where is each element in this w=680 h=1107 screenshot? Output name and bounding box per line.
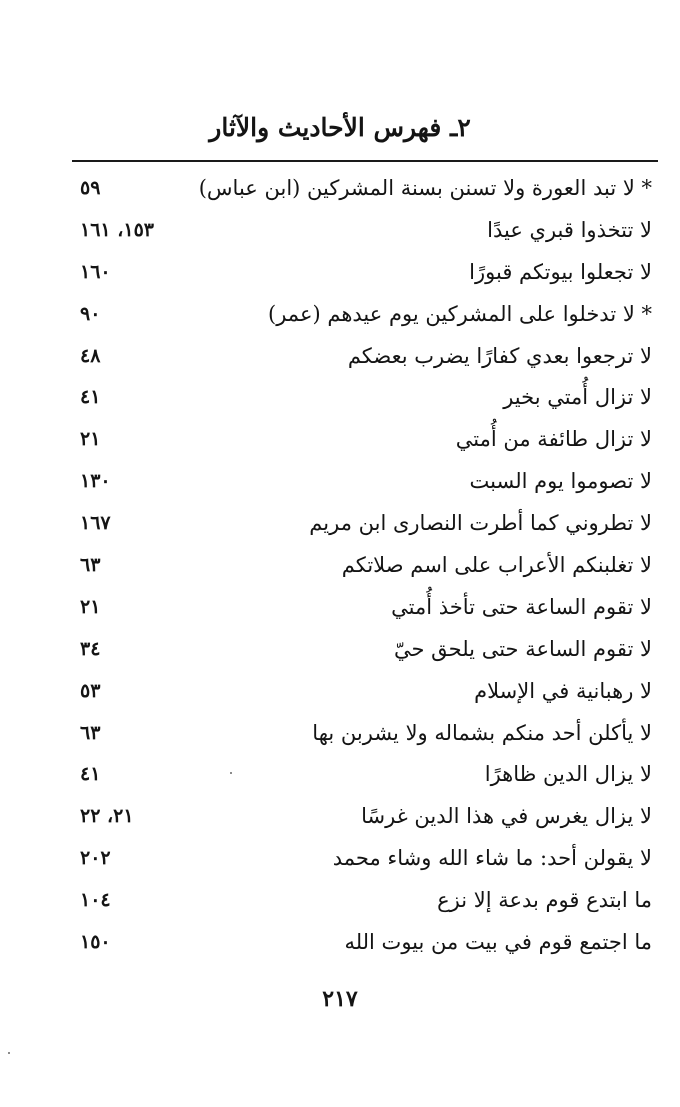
list-item bbox=[72, 753, 658, 795]
list-item bbox=[72, 586, 658, 628]
page-reference: ٦٣ bbox=[80, 721, 101, 744]
hadith-text: لا تصوموا يوم السبت bbox=[469, 469, 652, 494]
hadith-text: * لا تدخلوا على المشركين يوم عيدهم (عمر) bbox=[268, 301, 652, 326]
hadith-text: لا يقولن أحد: ما شاء الله وشاء محمد bbox=[332, 846, 652, 871]
page-reference: ٤١ bbox=[80, 386, 101, 409]
page-reference: ١٣٠ bbox=[80, 470, 111, 493]
hadith-text: ما ابتدع قوم بدعة إلا نزع bbox=[437, 888, 652, 913]
list-item bbox=[72, 712, 658, 754]
list-item bbox=[72, 209, 658, 251]
page-reference: ٢١ bbox=[80, 595, 101, 618]
hadith-text: لا تقوم الساعة حتى يلحق حيّ bbox=[394, 636, 652, 661]
page-number: ٢١٧ bbox=[322, 986, 358, 1012]
list-item bbox=[72, 293, 658, 335]
list-item bbox=[72, 167, 658, 209]
page-reference: ٩٠ bbox=[80, 302, 101, 325]
hadith-text: لا تغلبنكم الأعراب على اسم صلاتكم bbox=[341, 553, 652, 578]
page-reference: ٦٣ bbox=[80, 554, 101, 577]
page-reference: ٥٣ bbox=[80, 679, 101, 702]
list-item bbox=[72, 376, 658, 418]
header-divider bbox=[72, 160, 658, 162]
page-reference: ٣٤ bbox=[80, 637, 101, 660]
hadith-text: لا يزال الدين ظاهرًا bbox=[484, 762, 652, 787]
hadith-text: لا تزال أُمتي بخير bbox=[503, 385, 652, 410]
hadith-text: لا تتخذوا قبري عيدًا bbox=[487, 217, 652, 242]
list-item bbox=[72, 837, 658, 879]
hadith-text: لا تجعلوا بيوتكم قبورًا bbox=[469, 259, 652, 284]
hadith-text: لا تزال طائفة من أُمتي bbox=[455, 427, 652, 452]
hadith-text: لا تقوم الساعة حتى تأخذ أُمتي bbox=[391, 594, 652, 619]
page-reference: ١٠٤ bbox=[80, 889, 111, 912]
list-item bbox=[72, 544, 658, 586]
page-title: ٢ـ فهرس الأحاديث والآثار bbox=[209, 113, 471, 142]
hadith-text: * لا تبد العورة ولا تسنن بسنة المشركين (ابن عباس) bbox=[198, 176, 652, 200]
page-reference: ١٥٠ bbox=[80, 931, 111, 954]
list-item bbox=[72, 335, 658, 377]
list-item bbox=[72, 502, 658, 544]
hadith-text: لا تطروني كما أطرت النصارى ابن مريم bbox=[309, 511, 652, 536]
list-item bbox=[72, 460, 658, 502]
page-reference: ٢٠٢ bbox=[80, 847, 111, 870]
hadith-text: ما اجتمع قوم في بيت من بيوت الله bbox=[344, 930, 652, 955]
page-reference: ١٦٧ bbox=[80, 512, 111, 535]
page-reference: ٤٨ bbox=[80, 344, 101, 367]
list-item bbox=[72, 879, 658, 921]
list-item bbox=[72, 251, 658, 293]
hadith-text: لا يأكلن أحد منكم بشماله ولا يشربن بها bbox=[312, 720, 652, 745]
page-reference: ٢١ bbox=[80, 428, 101, 451]
page-reference: ١٥٣، ١٦١ bbox=[80, 218, 154, 241]
page-reference: ٤١ bbox=[80, 763, 101, 786]
list-item bbox=[72, 670, 658, 712]
hadith-index-list bbox=[72, 167, 658, 963]
list-item bbox=[72, 628, 658, 670]
list-item bbox=[72, 921, 658, 963]
page-reference: ٢١، ٢٢ bbox=[80, 805, 134, 828]
hadith-text: لا ترجعوا بعدي كفارًا يضرب بعضكم bbox=[347, 343, 652, 368]
page-reference: ٥٩ bbox=[80, 177, 101, 199]
hadith-text: لا يزال يغرس في هذا الدين غرسًا bbox=[361, 804, 652, 829]
page-reference: ١٦٠ bbox=[80, 260, 111, 283]
scan-speck bbox=[230, 772, 232, 774]
list-item bbox=[72, 795, 658, 837]
list-item bbox=[72, 418, 658, 460]
scan-speck bbox=[8, 1052, 10, 1054]
hadith-text: لا رهبانية في الإسلام bbox=[474, 678, 652, 703]
